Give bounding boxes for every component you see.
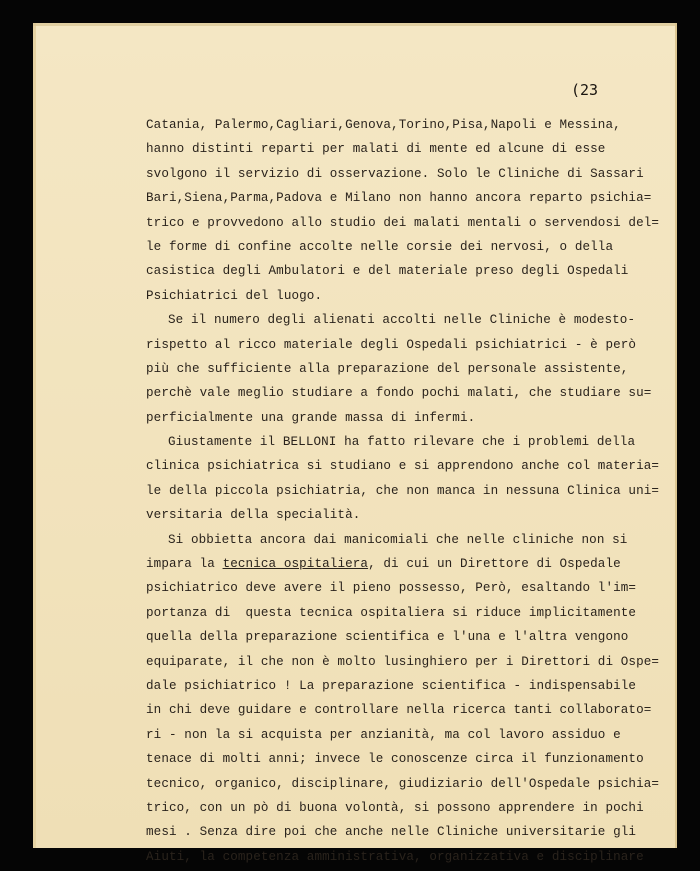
text-line: Si obbietta ancora dai manicomiali che nelle cliniche non si bbox=[168, 532, 628, 547]
text-line: perchè vale meglio studiare a fondo pochi malati, che studiare su= bbox=[146, 386, 652, 401]
text-fragment: , di cui un Direttore di Ospedale bbox=[368, 557, 621, 572]
text-line: tenace di molti anni; invece le conoscenze circa il funzionamento bbox=[146, 752, 644, 767]
text-line: rispetto al ricco materiale degli Ospedali psichiatrici - è però bbox=[146, 337, 637, 352]
text-line: versitaria della specialità. bbox=[146, 508, 361, 523]
text-line: più che sufficiente alla preparazione del personale assistente, bbox=[146, 361, 629, 376]
text-line: le della piccola psichiatria, che non manca in nessuna Clinica uni= bbox=[146, 483, 660, 498]
text-line: in chi deve guidare e controllare nella ricerca tanti collaborato= bbox=[146, 703, 652, 718]
text-line: svolgono il servizio di osservazione. Solo le Cliniche di Sassari bbox=[146, 166, 644, 181]
text-line: trico, con un pò di buona volontà, si possono apprendere in pochi bbox=[146, 800, 644, 815]
page-number: (23 bbox=[571, 81, 599, 99]
text-line: Aiuti, la competenza amministrativa, organizzativa e disciplinare bbox=[146, 849, 644, 864]
text-line: hanno distinti reparti per malati di mente ed alcune di esse bbox=[146, 142, 606, 157]
text-line: Giustamente il BELLONI ha fatto rilevare che i problemi della bbox=[168, 435, 636, 450]
text-line: Catania, Palermo,Cagliari,Genova,Torino,Pisa,Napoli e Messina, bbox=[146, 118, 621, 132]
text-line bbox=[146, 552, 666, 576]
text-line: Psichiatrici del luogo. bbox=[146, 288, 323, 303]
text-line: Bari,Siena,Parma,Padova e Milano non hanno ancora reparto psichia= bbox=[146, 191, 652, 206]
text-fragment: impara la bbox=[146, 557, 223, 572]
text-line: tecnico, organico, disciplinare, giudiziario dell'Ospedale psichia= bbox=[146, 776, 660, 791]
body-text bbox=[146, 113, 666, 869]
text-line: portanza di questa tecnica ospitaliera si riduce implicitamente bbox=[146, 605, 637, 620]
typewritten-page bbox=[33, 23, 677, 864]
text-line: quella della preparazione scientifica e l'una e l'altra vengono bbox=[146, 630, 629, 645]
text-line: Se il numero degli alienati accolti nelle Cliniche è modesto- bbox=[168, 313, 636, 328]
text-line: mesi . Senza dire poi che anche nelle Cliniche universitarie gli bbox=[146, 825, 637, 840]
text-line: trico e provvedono allo studio dei malati mentali o servendosi del= bbox=[146, 215, 660, 230]
text-line: equiparate, il che non è molto lusinghiero per i Direttori di Ospe= bbox=[146, 654, 660, 669]
text-line: le forme di confine accolte nelle corsie dei nervosi, o della bbox=[146, 239, 614, 254]
text-line: casistica degli Ambulatori e del materiale preso degli Ospedali bbox=[146, 264, 629, 279]
text-line: perficialmente una grande massa di infermi. bbox=[146, 410, 476, 425]
text-line: psichiatrico deve avere il pieno possesso, Però, esaltando l'im= bbox=[146, 581, 637, 596]
underlined-phrase: tecnica ospitaliera bbox=[222, 557, 369, 572]
text-line: clinica psichiatrica si studiano e si apprendono anche col materia= bbox=[146, 459, 660, 474]
text-line: ri - non la si acquista per anzianità, ma col lavoro assiduo e bbox=[146, 727, 621, 742]
text-line: dale psichiatrico ! La preparazione scientifica - indispensabile bbox=[146, 678, 637, 693]
